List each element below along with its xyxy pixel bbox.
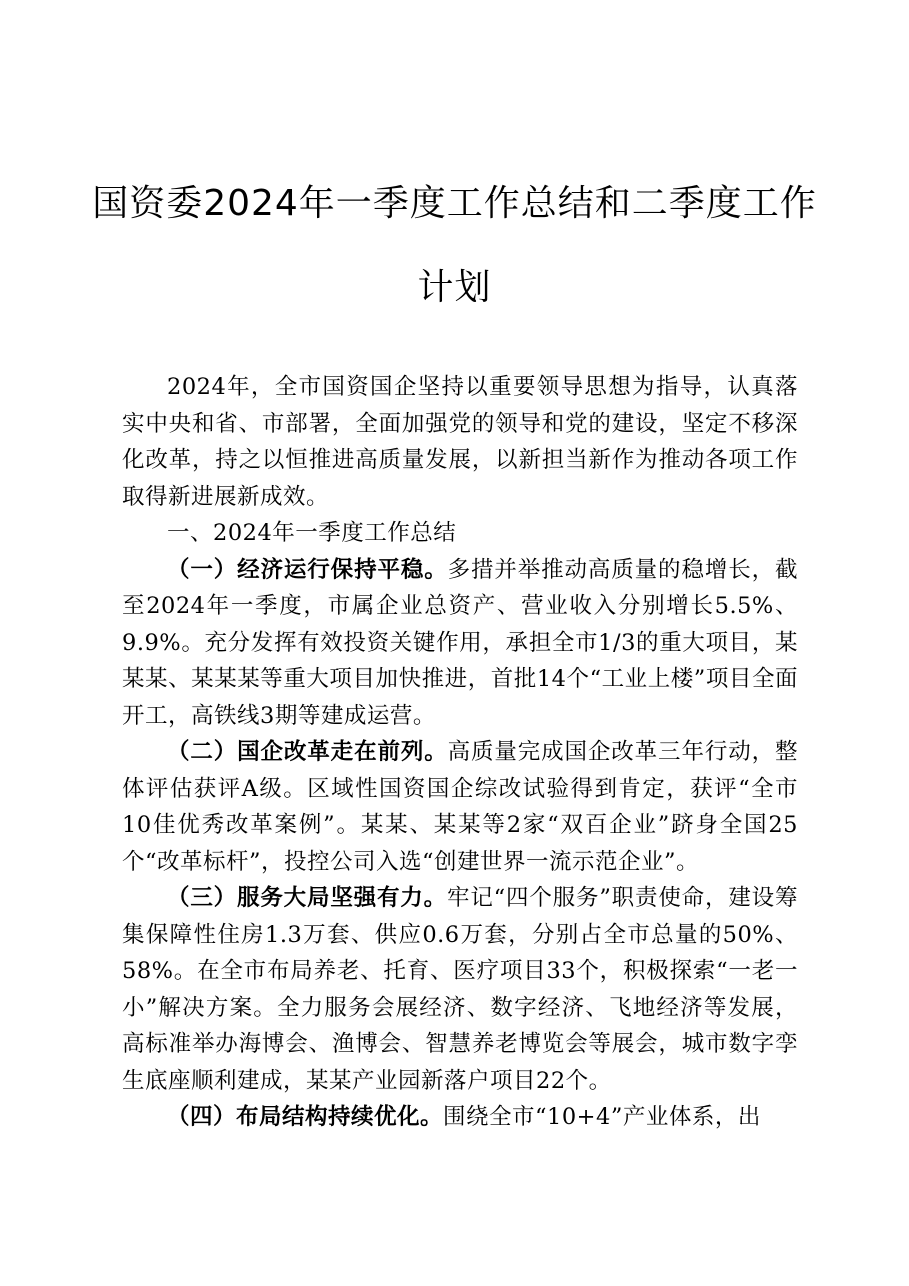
- summary-item-1: [122, 552, 798, 735]
- summary-item-4: [122, 1099, 798, 1136]
- summary-item-1-text: 多措并举推动高质量的稳增长，截至2024年一季度，市属企业总资产、营业收入分别增长5.5%、9.9%。充分发挥有效投资关键作用，承担全市1/3的重大项目，某某某、某某某等重大项目加快推进，首批14个“工业上楼”项目全面开工，高铁线3期等建成运营。: [122, 556, 798, 729]
- document-title-line-2: 计划: [417, 267, 492, 308]
- summary-item-4-text: 围绕全市“10+4”产业体系，出: [443, 1104, 761, 1130]
- intro-paragraph: 2024年，全市国资国企坚持以重要领导思想为指导，认真落实中央和省、市部署，全面加强党的领导和党的建设，坚定不移深化改革，持之以恒推进高质量发展，以新担当新作为推动各项工作取得新进展新成效。: [122, 374, 798, 510]
- summary-item-3-lead: （三）服务大局坚强有力。: [167, 885, 447, 911]
- summary-item-2-text: 高质量完成国企改革三年行动，整体评估获评A级。区域性国资国企综改试验得到肯定，获评“全市10佳优秀改革案例”。某某、某某等2家“双百企业”跻身全国25个“改革标杆”，投控公司入选“创建世界一流示范企业”。: [122, 739, 798, 875]
- section-heading-1: 一、2024年一季度工作总结: [167, 520, 457, 546]
- summary-item-3: [122, 880, 798, 1099]
- summary-item-2: [122, 734, 798, 880]
- document-title: [0, 162, 909, 330]
- document-title-line-1: 国资委2024年一季度工作总结和二季度工作: [92, 183, 817, 224]
- summary-item-4-lead: （四）布局结构持续优化。: [167, 1104, 444, 1130]
- summary-item-3-text: 牢记“四个服务”职责使命，建设筹集保障性住房1.3万套、供应0.6万套，分别占全市总量的50%、58%。在全市布局养老、托育、医疗项目33个，积极探索“一老一小”解决方案。全力服务会展经济、数字经济、飞地经济等发展，高标准举办海博会、渔博会、智慧养老博览会等展会，城市数字孪生底座顺利建成，某某产业园新落户项目22个。: [122, 885, 798, 1094]
- summary-item-1-lead: （一）经济运行保持平稳。: [167, 556, 448, 583]
- document-body: [122, 369, 798, 1136]
- summary-item-2-lead: （二）国企改革走在前列。: [167, 739, 448, 765]
